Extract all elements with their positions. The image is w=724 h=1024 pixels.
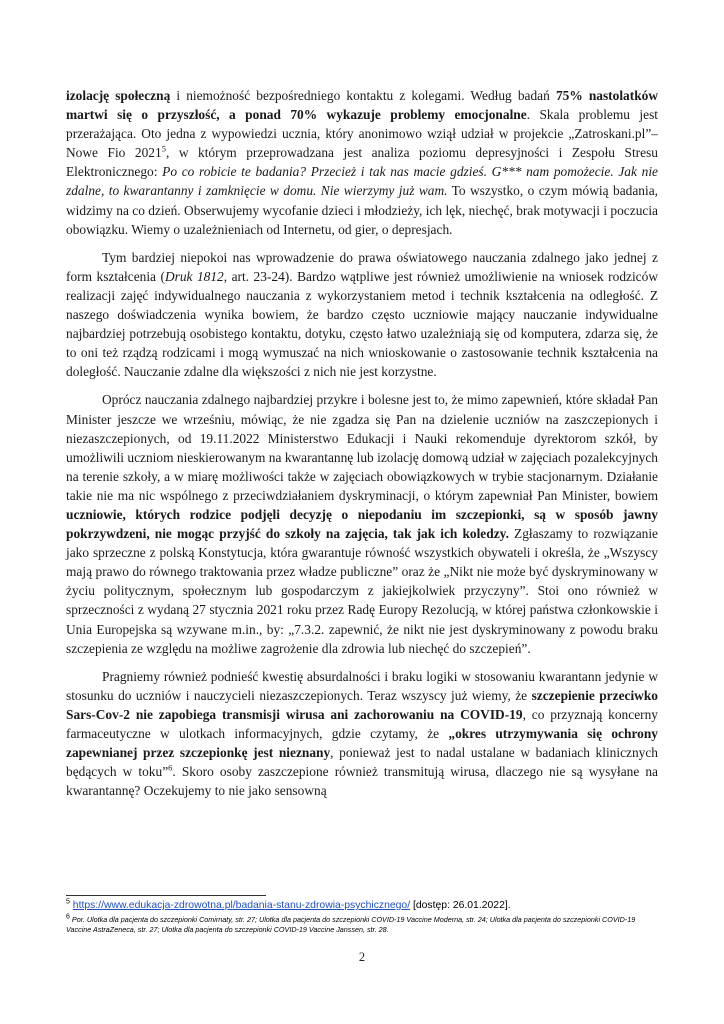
text-span: Oprócz nauczania zdalnego najbardziej przykre i bolesne jest to, że mimo zapewnień, które składał Pan Minister jeszcze we wrześniu, mówiąc, że nie zgadza się Pan na dzielenie uczniów na zaszczepionych i niezaszczepionych, od 19.11.2022 Ministerstwo Edukacji i Nauki rekomenduje dyrektorom szkół, by umożliwili uczniom nieskierowanym na kwarantannę lub izolację domową udział w zajęciach pozalekcyjnych na terenie szkoły, a w miarę możliwości także w zajęciach obowiązkowych w trybie stacjonarnym. Działanie takie nie ma nic wspólnego z przeciwdziałaniem dyskryminacji, o którym zapewniał Pan Minister, bowiem — [66, 392, 658, 503]
footnote-text: Por. Ulotka dla pacjenta do szczepionki Comirnaty, str. 27; Ulotka dla pacjenta do szczepionki COVID-19 Vaccine Moderna, str. 24; Ulotka dla pacjenta do szczepionki COVID-19 Vaccine AstraZeneca, str. 27; Ulotka dla pacjenta do szczepionki COVID-19 Vaccine Janssen, str. 28. — [66, 914, 636, 934]
footnote-link[interactable]: https://www.edukacja-zdrowotna.pl/badania-stanu-zdrowia-psychicznego/ — [72, 900, 411, 911]
text-span: Pragniemy również podnieść kwestię absurdalności i braku logiki w stosowaniu kwarantann jedynie w stosunku do uczniów i nauczycieli niezaszczepionych. Teraz wszyscy już wiemy, że — [66, 668, 658, 703]
text-span: , co przyznają koncerny farmaceutyczne w ulotkach informacyjnych, gdzie czytamy, że — [66, 706, 658, 741]
footnote-ref-6: 6 — [168, 762, 173, 773]
italic-quote: Po co robicie te badania? Przecież i tak nas macie gdzieś. G*** nam pomożecie. Jak nie zdalne, to kwarantanny i zamknięcie w domu. Nie wierzymy już wam. — [66, 164, 658, 199]
paragraph-1 — [66, 86, 658, 239]
text-span: . Skala problemu jest przerażająca. Oto jedna z wypowiedzi ucznia, który anonimowo wziął udział w projekcie „Zatroskani.pl”–Nowe Fio 2021 — [66, 107, 659, 161]
footnote-number: 5 — [66, 898, 70, 906]
document-body — [66, 86, 658, 809]
footnote-6 — [66, 915, 658, 935]
bold-text: szczepienie przeciwko Sars-Cov-2 nie zapobiega transmisji wirusa ani zachorowaniu na COVID-19 — [66, 687, 658, 722]
footnotes — [66, 895, 658, 937]
bold-text: izolację społeczną — [66, 88, 171, 103]
text-span: To wszystko, o czym mówią badania, widzimy na co dzień. Obserwujemy wycofanie dzieci i młodzieży, ich lęk, niechęć, brak motywacji i poczucia obowiązku. Wiemy o uzależnieniach od Internetu, od gier, o depresjach. — [66, 183, 658, 237]
italic-text: Druk 1812 — [164, 268, 224, 284]
text-span: i niemożność bezpośredniego kontaktu z kolegami. Według badań — [170, 88, 556, 103]
paragraph-2 — [66, 248, 658, 382]
text-span: . Skoro osoby zaszczepione również transmitują wirusa, dlaczego nie są wysyłane na kwarantannę? Oczekujemy to nie jako sensowną — [66, 764, 659, 799]
text-span: , w którym przeprowadzana jest analiza poziomu depresyjności i Zespołu Stresu Elektronicznego: — [66, 145, 658, 180]
text-span: , art. 23-24). Bardzo wątpliwe jest również umożliwienie na wniosek rodziców realizacji zajęć indywidualnego nauczania z wykorzystaniem metod i technik kształcenia na odległość. Z naszego doświadczenia wynika bowiem, że bardzo często uczniowie mający nauczanie indywidualne najbardziej potrzebują osobistego kontaktu, dotyku, często łatwo uzależniają się od komputera, zdarza się, że to oni też rządzą rodzicami i mogą wymuszać na nich wnioskowanie o zastosowanie technik kształcenia na doległość. Nauczanie zdalne dla większości z nich nie jest korzystne. — [66, 268, 658, 380]
text-span: Zgłaszamy to rozwiązanie jako sprzeczne z polską Konstytucja, która gwarantuje równość wszystkich obywateli i określa, że „Wszyscy mają prawo do równego traktowania przez władze publiczne” oraz że „Nikt nie może być dyskryminowany w życiu politycznym, społecznym lub gospodarczym z jakiejkolwiek przyczyny”. Stoi ono również w sprzeczności z wydaną 27 stycznia 2021 roku przez Radę Europy Rezolucją, w której państwa członkowskie i Unia Europejska są wzywane m.in., by: „7.3.2. zapewnić, że nikt nie jest dyskryminowany z powodu braku szczepienia ze względu na możliwe zagrożenie dla zdrowia lub niechęć do szczepień”. — [66, 526, 659, 656]
bold-text: 75% nastolatków martwi się o przyszłość, a ponad 70% wykazuje problemy emocjonalne — [66, 88, 659, 123]
footnote-divider — [66, 895, 266, 896]
page-number: 2 — [358, 950, 366, 964]
footnote-number: 6 — [66, 913, 70, 921]
paragraph-3 — [66, 390, 658, 657]
footnote-text: [dostęp: 26.01.2022]. — [410, 900, 511, 911]
footnote-ref-5: 5 — [161, 143, 166, 154]
footnote-5 — [66, 900, 658, 913]
text-span: , ponieważ jest to nadal ustalane w badaniach klinicznych będących w toku” — [66, 745, 658, 780]
bold-text: „okres utrzymywania się ochrony zapewnianej przez szczepionkę jest nieznany — [66, 726, 658, 761]
paragraph-4 — [66, 667, 658, 801]
text-span: Tym bardziej niepokoi nas wprowadzenie do prawa oświatowego nauczania zdalnego jako jednej z form kształcenia ( — [66, 249, 658, 284]
bold-text: uczniowie, których rodzice podjęli decyzję o niepodaniu im szczepionki, są w sposób jawny pokrzywdzeni, nie mogąc przyjść do szkoły na zajęcia, tak jak ich koledzy. — [66, 506, 658, 542]
